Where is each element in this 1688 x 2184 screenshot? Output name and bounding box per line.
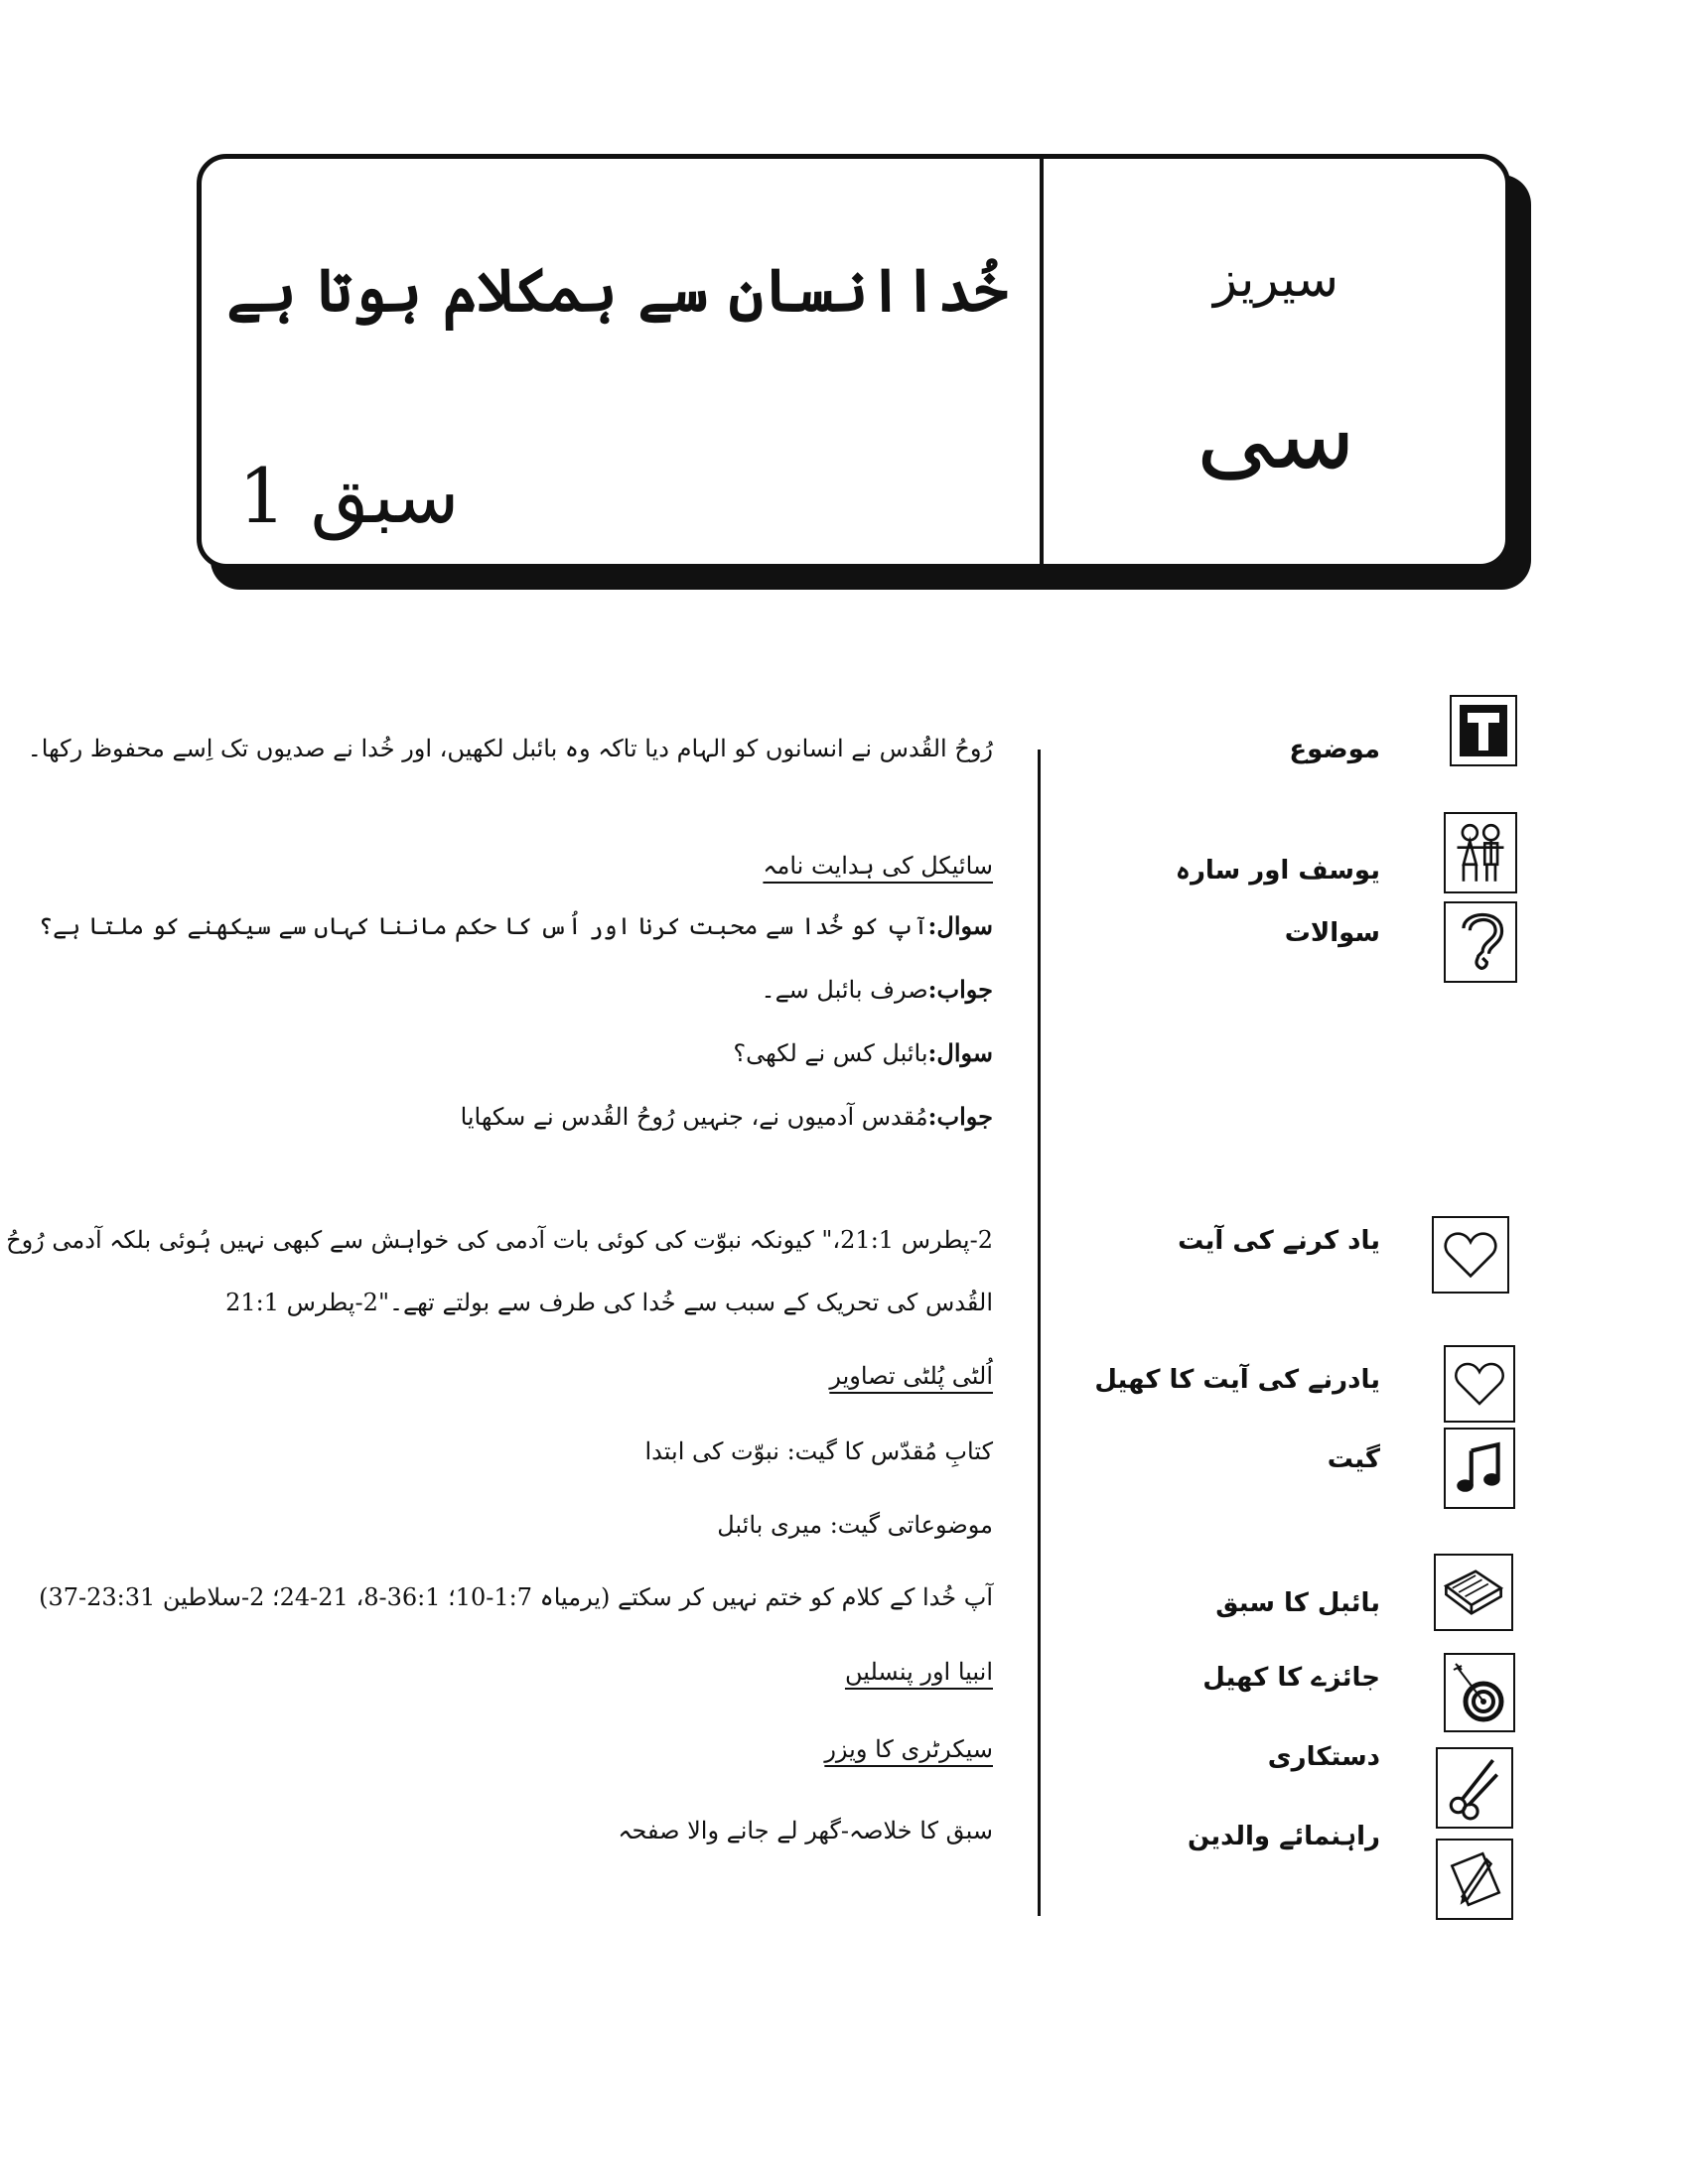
target-icon bbox=[1444, 1653, 1515, 1732]
scissors-icon bbox=[1436, 1747, 1513, 1829]
children-icon bbox=[1444, 812, 1517, 893]
parents-guide-text: سبق کا خلاصہ-گھر لے جانے والا صفحہ bbox=[618, 1817, 993, 1844]
bible-lesson-text: آپ خُدا کے کلام کو ختم نہیں کر سکتے (یرمیاہ 1:7-10؛ 36:1-8، 21-24؛ 2-سلاطین 23:31-37) bbox=[39, 1583, 993, 1611]
questions-label: سوالات bbox=[1284, 918, 1380, 948]
music-note-icon bbox=[1444, 1428, 1515, 1509]
lesson-number: سبق 1 bbox=[238, 452, 460, 540]
series-label: سیریز bbox=[1212, 250, 1339, 308]
topic-label: موضوع bbox=[1289, 735, 1380, 764]
heart-icon bbox=[1432, 1216, 1509, 1294]
cycle-guide-link[interactable]: سائیکل کی ہدایت نامہ bbox=[763, 852, 993, 880]
prophets-pencils-link[interactable]: انبیا اور پنسلیں bbox=[844, 1658, 993, 1686]
header-divider bbox=[1040, 157, 1044, 566]
series-value: سی bbox=[1196, 379, 1356, 490]
flip-pictures-link[interactable]: اُلٹی پُلٹی تصاویر bbox=[829, 1362, 993, 1390]
lesson-title: خُداانسان سے ہمکلام ہوتا ہے bbox=[226, 256, 1008, 326]
topic-text: رُوحُ القُدس نے انسانوں کو الہام دیا تاکہ وہ بائبل لکھیں، اور خُدا نے صدیوں تک اِسے محفوظ رکھا۔ bbox=[27, 735, 993, 762]
secretary-visor-link[interactable]: سیکرٹری کا ویزر bbox=[824, 1735, 993, 1763]
bible-lesson-label: بائبل کا سبق bbox=[1215, 1588, 1380, 1618]
yousaf-sara-label: یوسف اور سارہ bbox=[1175, 856, 1380, 886]
memory-verse-label: یاد کرنے کی آیت bbox=[1178, 1226, 1380, 1256]
memory-verse-line-1: 2-پطرس 21:1،" کیونکہ نبوّت کی کوئی بات آدمی کی خواہش سے کبھی نہیں ہُوئی بلکہ آدمی رُوحُ bbox=[6, 1226, 993, 1254]
heart-icon-2 bbox=[1444, 1345, 1515, 1423]
crafts-label: دستکاری bbox=[1267, 1742, 1380, 1772]
review-game-label: جائزے کا کھیل bbox=[1202, 1663, 1380, 1693]
question-mark-icon bbox=[1444, 901, 1517, 983]
theme-song-text: موضوعاتی گیت: میری بائبل bbox=[717, 1511, 993, 1539]
bible-song-text: کتابِ مُقدّس کا گیت: نبوّت کی ابتدا bbox=[644, 1437, 993, 1465]
qa-item-2: جواب:صرف بائبل سے۔ bbox=[761, 975, 993, 1004]
t-letter-icon bbox=[1450, 695, 1517, 766]
memory-verse-line-2: القُدس کی تحریک کے سبب سے خُدا کی طرف سے بولتے تھے۔"2-پطرس 21:1 bbox=[225, 1289, 993, 1316]
body-divider bbox=[1038, 750, 1041, 1916]
songs-label: گیت bbox=[1327, 1444, 1380, 1474]
book-icon bbox=[1434, 1554, 1513, 1631]
pencil-paper-icon bbox=[1436, 1839, 1513, 1920]
qa-item-4: جواب:مُقدس آدمیوں نے، جنہیں رُوحُ القُدس نے سکھایا bbox=[460, 1102, 993, 1131]
qa-item-3: سوال:بائبل کس نے لکھی؟ bbox=[733, 1038, 993, 1067]
qa-item-1: سوال:آپ کو خُدا سے محبت کرنا اور اُس کا حکم ماننا کہاں سے سیکھنے کو ملتا ہے؟ bbox=[39, 911, 993, 940]
parents-guide-label: راہنمائے والدین bbox=[1188, 1822, 1380, 1851]
memory-game-label: یادرنے کی آیت کا کھیل bbox=[1094, 1365, 1380, 1395]
